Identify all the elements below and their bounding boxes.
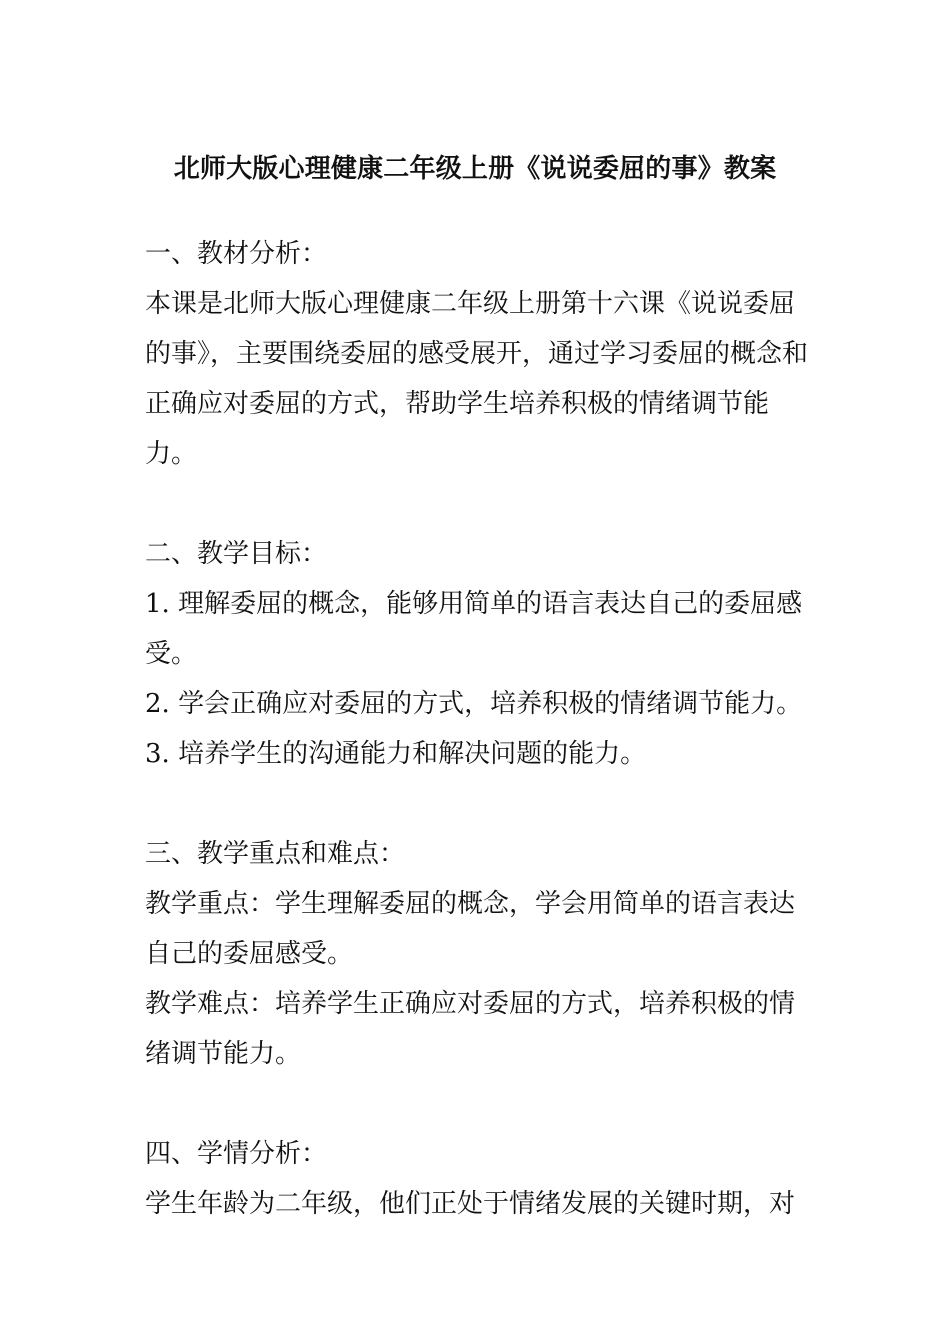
goal-item-2: 2. 学会正确应对委屈的方式，培养积极的情绪调节能力。 xyxy=(145,689,803,719)
section-heading: 一、教材分析： xyxy=(145,239,328,269)
key-point-paragraph: 教学重点：学生理解委屈的概念，学会用简单的语言表达自己的委屈感受。 xyxy=(145,889,796,969)
difficulty-paragraph: 教学难点：培养学生正确应对委屈的方式，培养积极的情绪调节能力。 xyxy=(145,989,796,1069)
section-heading: 二、教学目标： xyxy=(145,539,328,569)
section-gap xyxy=(145,479,810,529)
document-body xyxy=(145,229,810,1229)
goal-item-1: 1. 理解委屈的概念，能够用简单的语言表达自己的委屈感受。 xyxy=(145,589,803,669)
section-textbook-analysis xyxy=(145,229,810,479)
paragraph: 学生年龄为二年级，他们正处于情绪发展的关键时期，对 xyxy=(145,1189,796,1219)
paragraph: 本课是北师大版心理健康二年级上册第十六课《说说委屈的事》，主要围绕委屈的感受展开，通过学习委屈的概念和正确应对委屈的方式，帮助学生培养积极的情绪调节能力。 xyxy=(145,289,809,469)
section-teaching-goals xyxy=(145,529,810,779)
section-heading: 三、教学重点和难点： xyxy=(145,839,406,869)
goal-item-3: 3. 培养学生的沟通能力和解决问题的能力。 xyxy=(145,739,647,769)
section-key-points xyxy=(145,829,810,1079)
document-title: 北师大版心理健康二年级上册《说说委屈的事》教案 xyxy=(173,154,777,185)
section-gap xyxy=(145,779,810,829)
section-gap xyxy=(145,1079,810,1129)
section-heading: 四、学情分析： xyxy=(145,1139,328,1169)
section-learner-analysis xyxy=(145,1129,810,1229)
